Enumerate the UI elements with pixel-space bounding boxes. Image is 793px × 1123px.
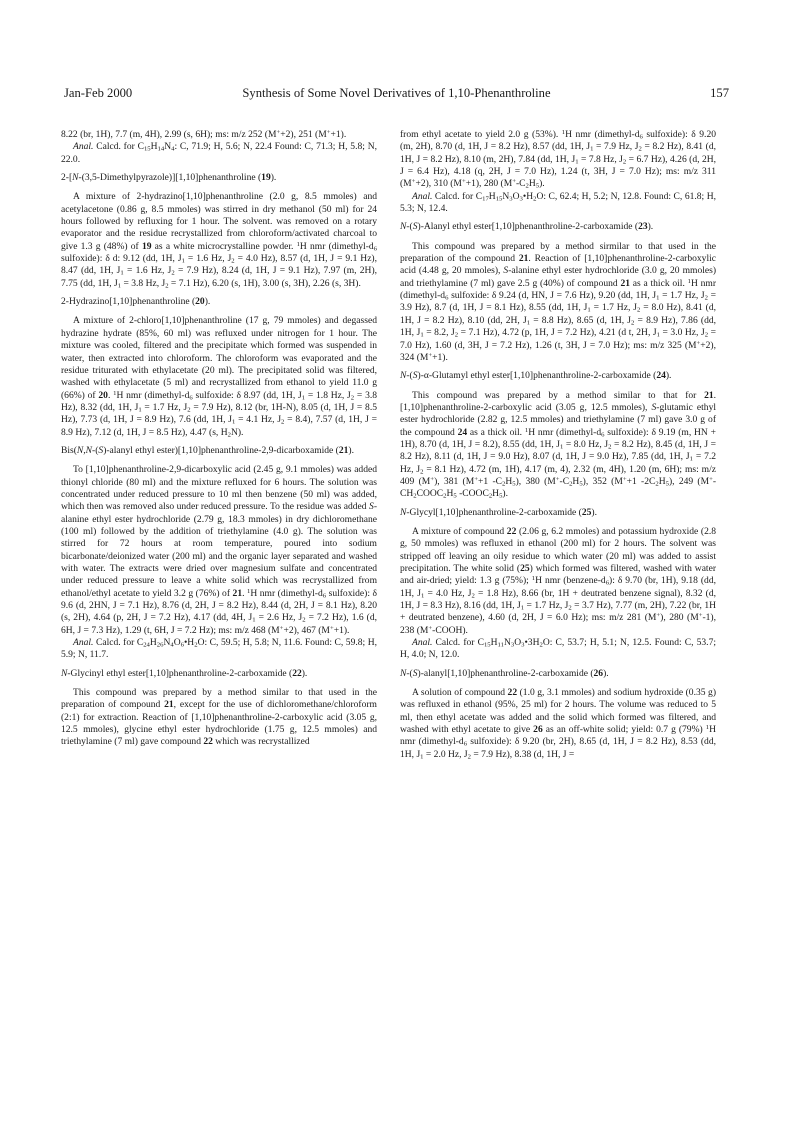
right-column: [400, 129, 716, 761]
paragraph-continued: 8.22 (br, 1H), 7.7 (m, 4H), 2.99 (s, 6H); ms: m/z 252 (M++2), 251 (M++1).: [61, 129, 347, 140]
paragraph: This compound was prepared by a method similar to that for 21. [1,10]phenanthroline-2-carboxylic acid (3.05 g, 12.5 mmoles), S-glutamic ethyl ester hydrochloride (2.82 g, 12.5 mmoles) and triethylamine (7 ml) gave 3.0 g of the compound 24 as a thick oil. $^1$H nmr ($dimethyl-d_6$ sulfoxide): δ 9.19 (m, HN + 1H), 8.70 (d, 1H, J = 8.2), 8.55 (dd, 1H, $J_1 = 8.0$ Hz, $J_2 = 8.2$ Hz), 8.45 (d, 1H, J = 8.2 Hz), 8.11 (d, 1H, J = 9.0 Hz), 8.07 (d, 1H, J = 9.0 Hz), 7.85 (dd, 1H, $J_1 = 7.2$ Hz, $J_2 = 8.1$ Hz), 4.72 (m, 1H), 4.17 (m, 4), 2.32 (m, 4H), 1.20 (m, 6H); ms: m/z 409 (M+), 381 (M++1 $-C_2H_5$), 380 $(M^+-C_2H_5)$, 352 (M++1 $-2C_2H_5$), 249 ($M^+-CH_2COOC_2H_5$ $-COOC_2H_5$).: [400, 389, 717, 500]
running-header: [64, 86, 729, 102]
running-title: Synthesis of Some Novel Derivatives of 1,10-Phenanthroline: [242, 86, 551, 100]
left-column: [61, 129, 377, 749]
section-heading: Bis(N,N-(S)-alanyl ethyl ester)[1,10]phenanthroline-2,9-dicarboxamide (21).: [61, 444, 354, 456]
paragraph: A mixture of compound 22 (2.06 g, 6.2 mmoles) and potassium hydroxide (2.8 g, 50 mmoles) was refluxed in ethanol (200 ml) for 2 hours. The solvent was stripped off leaving an oily residue to which water (20 ml) was added to assist precipitation. The white solid (25) which formed was filtered, washed with water and air-dried; yield: 1.3 g (75%); $^1$H nmr $(benzene-d_6)$: δ 9.70 (br, 1H), 9.18 (dd, 1H, $J_1 = 4.0$ Hz, $J_2 = 1.8$ Hz), 8.66 (br, 1H + deutrated benzene signal), 8.32 (d, 1H, J = 8.3 Hz), 8.16 (dd, 1H, $J_1 = 1.7$ Hz, $J_2 = 3.7$ Hz), 7.77 (m, 2H), 7.22 (br, 1H + deutrated benzene), 4.60 (d, 2H, J = 6.0 Hz); ms: m/z 281 (M+), 280 (M+-1), 238 (M+-COOH).: [400, 525, 717, 636]
paragraph: A mixture of 2-chloro[1,10]phenanthroline (17 g, 79 mmoles) and degassed hydrazine hydrate (85%, 60 ml) was refluxed under nitrogen for 1 hour. The mixture was cooled, filtered and the precipitate which formed was suspended in water, then extracted into chloroform. The chloroform was evaporated and the residue triturated with ethylacetate (20 ml). The precipitated solid was filtered, washed with ethylacetate (5 ml) and recrystallized from ethanol to yield 11.0 g (66%) of 20. $^1$H nmr ($dimethyl-d_6$ sulfoxide: δ 8.97 (dd, 1H, $J_1 = 1.8$ Hz, $J_2 = 3.8$ Hz), 8.32 (dd, 1H, $J_1 = 1.7$ Hz, $J_2 = 7.9$ Hz), 8.12 (br, 1H-N), 8.05 (d, 1H, J = 8.5 Hz), 7.73 (d, 1H, J = 8.9 Hz), 7.6 (dd, 1H, $J_1 = 4.1$ Hz, $J_2 = 8.4$), 7.57 (d, 1H, J = 8.9 Hz), 7.12 (d, 1H, J = 8.5 Hz), 4.47 (s, $H_2N$).: [61, 315, 378, 439]
paragraph: To [1,10]phenanthroline-2,9-dicarboxylic acid (2.45 g, 9.1 mmoles) was added thionyl chloride (80 ml) and the mixture refluxed for 6 hours. The solution was concentrated under reduced pressure to 10 ml then benzene (50 ml) was added, which then was removed also under reduced pressure. To the residue was added S-alanine ethyl ester hydrochloride (2.79 g, 18.3 mmoles) in dry dichloromethane (100 ml) followed by the addition of triethylamine (4.0 g). The solution was stirred for 72 hours at room temperature, poured into sodium bicarbonate/deionized water (200 ml) and the organic layer separated and washed with water. The extracts were dried over magnesium sulfate and concentrated under reduced pressure to leave a white solid which was recrystallized from ethanol/ethyl acetate to yield 3.2 g (76%) of 21. $^1$H nmr ($dimethyl-d_6$ sulfoxide): δ 9.6 (d, 2HN, J = 7.1 Hz), 8.76 (d, 2H, J = 8.2 Hz), 8.44 (d, 2H, J = 8.1 Hz), 8.20 (s, 2H), 4.64 (p, 2H, J = 7.2 Hz), 4.17 (dd, 4H, $J_1 = 2.6$ Hz, $J_2 = 7.2$ Hz), 1.6 (d, 6H, J = 7.3 Hz), 1.29 (t, 6H, J = 7.2 Hz); ms: m/z 468 (M++2), 467 (M++1).: [61, 464, 377, 636]
issue-date: Jan-Feb 2000: [64, 86, 133, 100]
paragraph: A mixture of 2-hydrazino[1,10]phenanthroline (2.0 g, 8.5 mmoles) and acetylacetone (0.86 g, 8.5 mmoles) was stirred in dry methanol (50 ml) for 24 hours followed by refluxing for 1 hour. The solvent. was removed on a rotary evaporator and the residue recrystallized from chloroform/activated charcoal to give 1.3 g (48%) of 19 as a white microcrystalline powder. $^1$H nmr ($dimethyl-d_6$ sulfoxide): δ d: 9.12 (dd, 1H, $J_1 = 1.6$ Hz, $J_2 = 4.0$ Hz), 8.57 (d, 1H, J = 9.1 Hz), 8.47 (dd, 1H, $J_1 = 1.6$ Hz, $J_2 = 7.9$ Hz), 8.24 (d, 1H, J = 9.1 Hz), 7.97 (m, 2H), 7.75 (dd, 1H, $J_1 = 3.8$ Hz, $J_2 = 7.1$ Hz), 6.20 (s, 1H), 3.00 (s, 3H), 2.26 (s, 3H).: [61, 191, 378, 290]
paragraph: Anal. Calcd. for $C_{24}H_{26}N_4O_6•H_2O$: C, 59.5; H, 5.8; N, 11.6. Found: C, 59.8; H, 5.9; N, 11.7.: [61, 637, 377, 661]
paragraph-continued: from ethyl acetate to yield 2.0 g (53%). $^1$H nmr ($dimethyl-d_6$ sulfoxide): δ 9.20 (m, 2H), 8.70 (d, 1H, J = 8.2 Hz), 8.57 (dd, 1H, $J_1 = 7.9$ Hz, $J_2 = 8.2$ Hz), 8.41 (d, 1H, J = 8.2 Hz), 8.10 (m, 2H), 7.84 (dd, 1H, $J_1 = 7.8$ Hz, $J_2 = 6.7$ Hz), 4.26 (d, 2H, J = 6.4 Hz), 4.18 (q, 2H, J = 7.0 Hz), 1.24 (t, 3H, J = 7.0 Hz); ms: m/z 311 (M++2), 310 (M++1), 280 $(M^+-C_2H_5)$.: [400, 129, 716, 191]
section-heading: 2-[N-(3,5-Dimethylpyrazole)][1,10]phenanthroline (19).: [61, 172, 277, 184]
section-heading: N-Glycyl[1,10]phenanthroline-2-carboxamide (25).: [400, 506, 597, 518]
paragraph: Anal. Calcd. for $C_{15}H_{14}N_4$: C, 71.9; H, 5.6; N, 22.4 Found: C, 71.3; H, 5.8; N, 22.0.: [61, 141, 377, 165]
paragraph: Anal. Calcd. for $C_{15}H_{11}N_3O_3•3H_2O$: C, 53.7; H, 5.1; N, 12.5. Found: C, 53.7; H, 4.0; N, 12.0.: [400, 637, 716, 661]
paragraph: This compound was prepared by a method similar to that used in the preparation of compound 21, except for the use of dichloromethane/chloroform (2:1) for extraction. Reaction of [1,10]phenanthroline-2-carboxylic acid (3.05 g, 12.5 mmoles), glycine ethyl ester hydrochloride (1.75 g, 12.5 mmoles) and triethylamine (7 ml) gave compound 22 which was recrystallized: [61, 687, 377, 748]
paragraph: This compound was prepared by a method sirmilar to that used in the preparation of the compound 21. Reaction of [1,10]phenanthroline-2-carboxylic acid (4.48 g, 20 mmoles), S-alanine ethyl ester hydrochloride (3.0 g, 20 mmoles) and triethylamine (7 ml) gave 2.5 g (40%) of compound 21 as a thick oil. $^1$H nmr ($dimethyl-d_6$ sulfoxide: δ 9.24 (d, HN, J = 7.6 Hz), 9.20 (dd, 1H, $J_1 = 1.7$ Hz, $J_2 = 3.9$ Hz), 8.7 (d, 1H, J = 8.1 Hz), 8.55 (dd, 1H, $J_1 = 1.7$ Hz, $J_2 = 8.0$ Hz), 8.41 (d, 1H, J = 8.2 Hz), 8.10 (dd, 2H, $J_1 = 8.8$ Hz), 8.65 (d, 1H, $J_2 = 8.9$ Hz), 7.86 (dd, 1H, $J_1 = 8.2$, $J_2 = 7.1$ Hz), 4.72 (p, 1H, J = 7.2 Hz), 4.21 (d t, 2H, $J_1 = 3.0$ Hz, $J_2 = 7.0$ Hz), 1.60 (d, 3H, J = 7.2 Hz), 1.26 (t, 3H, J = 7.0 Hz); ms: m/z 325 (M++2), 324 (M++1).: [400, 240, 717, 363]
section-heading: N-Glycinyl ethyl ester[1,10]phenanthroline-2-carboxamide (22).: [61, 667, 308, 679]
section-heading: N-(S)-α-Glutamyl ethyl ester[1,10]phenanthroline-2-carboxamide (24).: [400, 370, 672, 382]
section-heading: N-(S)-alanyl[1,10]phenanthroline-2-carboxamide (26).: [400, 667, 609, 679]
section-heading: 2-Hydrazino[1,10]phenanthroline (20).: [61, 296, 211, 308]
paragraph: A solution of compound 22 (1.0 g, 3.1 mmoles) and sodium hydroxide (0.35 g) was refluxed in ethanol (95%, 25 ml) for 2 hours. The volume was reduced to 5 ml, then ethyl acetate was added and the solid which formed was filtered, and washed with ethyl acetate to give 26 as an off-white solid; yield: 0.7 g (79%) $^1$H nmr ($dimethyl-d_6$ sulfoxide): δ 9.20 (br, 2H), 8.65 (d, 1H, J = 8.2 Hz), 8.53 (dd, 1H, $J_1 = 2.0$ Hz, $J_2 = 7.9$ Hz), 8.38 (d, 1H, J =: [400, 687, 716, 761]
paragraph: Anal. Calcd. for $C_{17}H_{15}N_3O_3•H_2O$: C, 62.4; H, 5.2; N, 12.8. Found: C, 61.8; H, 5.3; N, 12.4.: [400, 190, 716, 215]
page-number: 157: [710, 86, 729, 100]
section-heading: N-(S)-Alanyl ethyl ester[1,10]phenanthroline-2-carboxamide (23).: [400, 221, 654, 233]
